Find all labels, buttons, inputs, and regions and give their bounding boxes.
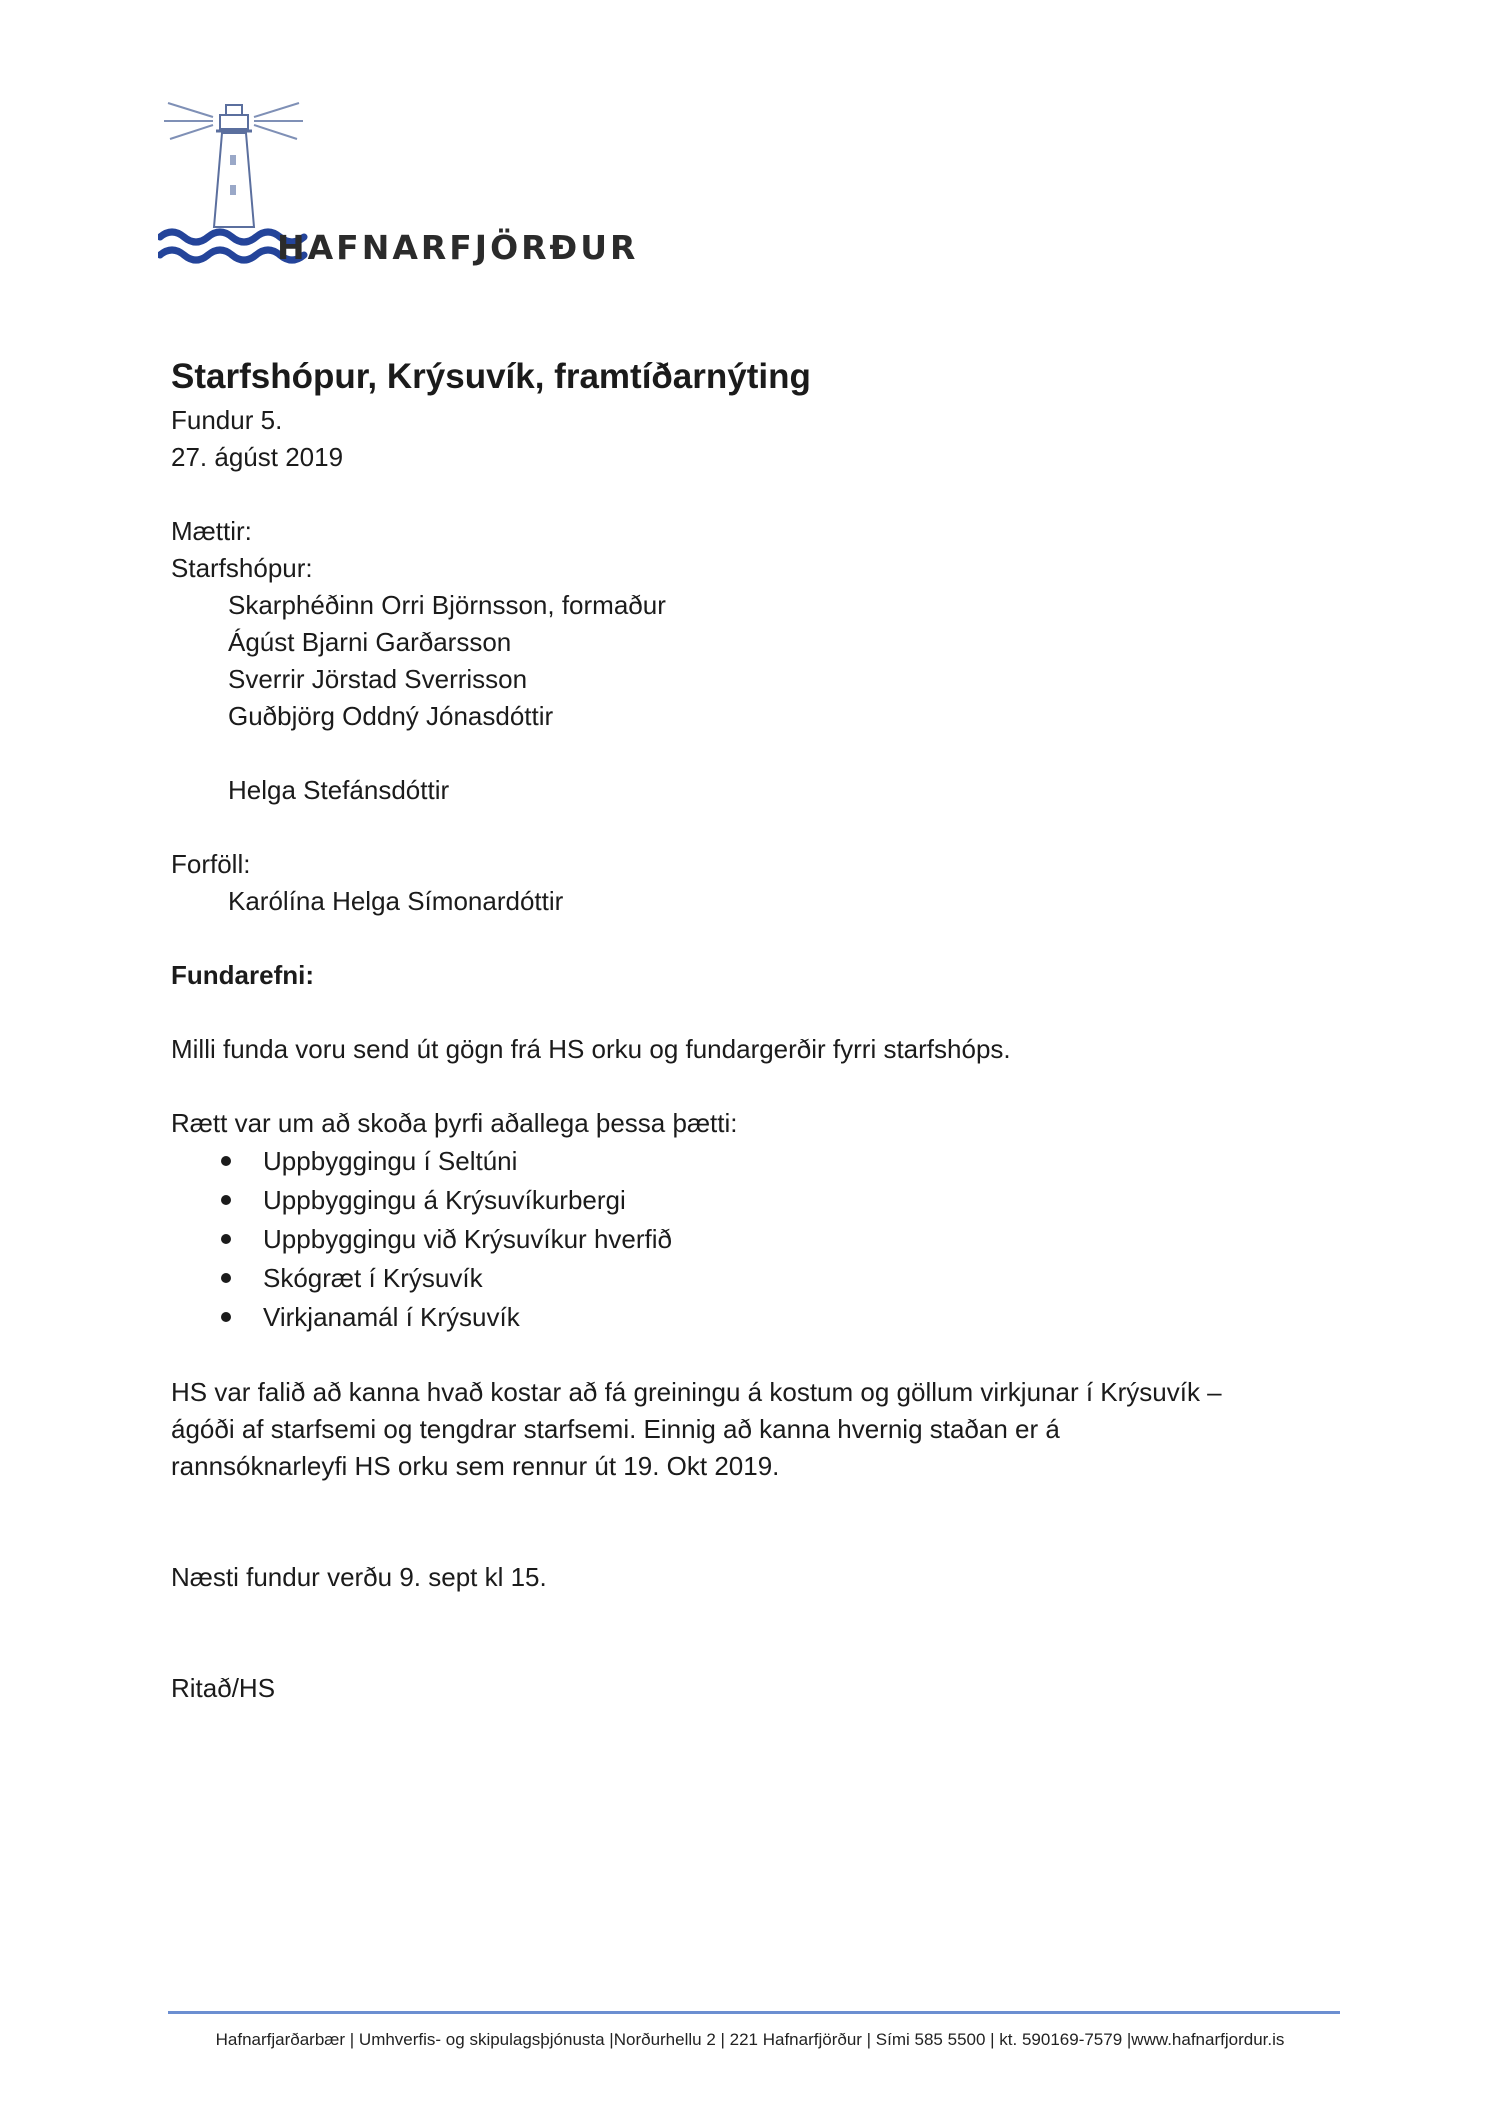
bullet-icon [221, 1195, 231, 1205]
paragraph-2: Rætt var um að skoða þyrfi aðallega þessa þætti: [171, 1108, 738, 1138]
topic-list [171, 1142, 1341, 1337]
member-2: Ágúst Bjarni Garðarsson [228, 627, 512, 657]
list-item: Uppbyggingu við Krýsuvíkur hverfið [171, 1220, 1341, 1259]
footer-text: Hafnarfjarðarbær | Umhverfis- og skipulagsþjónusta |Norðurhellu 2 | 221 Hafnarfjörður | Sími 585 5500 | kt. 590169-7579 |www.hafnarfjordur.is [215, 2030, 1285, 2049]
extra-member: Helga Stefánsdóttir [228, 775, 450, 805]
list-item: Uppbyggingu á Krýsuvíkurbergi [171, 1181, 1341, 1220]
member-4: Guðbjörg Oddný Jónasdóttir [228, 701, 554, 731]
list-item: Uppbyggingu í Seltúni [171, 1142, 1341, 1181]
list-item: Skógræt í Krýsuvík [171, 1259, 1341, 1298]
logo-text: HAFNARFJÖRÐUR [277, 228, 639, 267]
bullet-icon [221, 1156, 231, 1166]
next-meeting: Næsti fundur verðu 9. sept kl 15. [171, 1562, 547, 1592]
present-label: Mættir: [171, 516, 252, 546]
meeting-number: Fundur 5. [171, 405, 283, 435]
bullet-icon [221, 1312, 231, 1322]
meeting-date: 27. ágúst 2019 [171, 442, 344, 472]
paragraph-3-line-1: HS var falið að kanna hvað kostar að fá greiningu á kostum og göllum virkjunar í Krýsuvík – [171, 1377, 1222, 1407]
group-label: Starfshópur: [171, 553, 313, 583]
document-body [171, 352, 1341, 1707]
member-1: Skarphéðinn Orri Björnsson, formaður [228, 590, 666, 620]
agenda-label: Fundarefni: [171, 960, 314, 990]
footer-divider [168, 2011, 1340, 2014]
document-title: Starfshópur, Krýsuvík, framtíðarnýting [171, 357, 811, 396]
paragraph-3-line-2: ágóði af starfsemi og tengdrar starfsemi. Einnig að kanna hvernig staðan er á [171, 1414, 1060, 1444]
bullet-icon [221, 1234, 231, 1244]
paragraph-3-line-3: rannsóknarleyfi HS orku sem rennur út 19. Okt 2019. [171, 1451, 780, 1481]
signature: Ritað/HS [171, 1673, 276, 1703]
absent-label: Forföll: [171, 849, 251, 879]
paragraph-1: Milli funda voru send út gögn frá HS orku og fundargerðir fyrri starfshóps. [171, 1034, 1011, 1064]
bullet-icon [221, 1273, 231, 1283]
member-3: Sverrir Jörstad Sverrisson [228, 664, 528, 694]
list-item: Virkjanamál í Krýsuvík [171, 1298, 1341, 1337]
absent-member-1: Karólína Helga Símonardóttir [228, 886, 564, 916]
